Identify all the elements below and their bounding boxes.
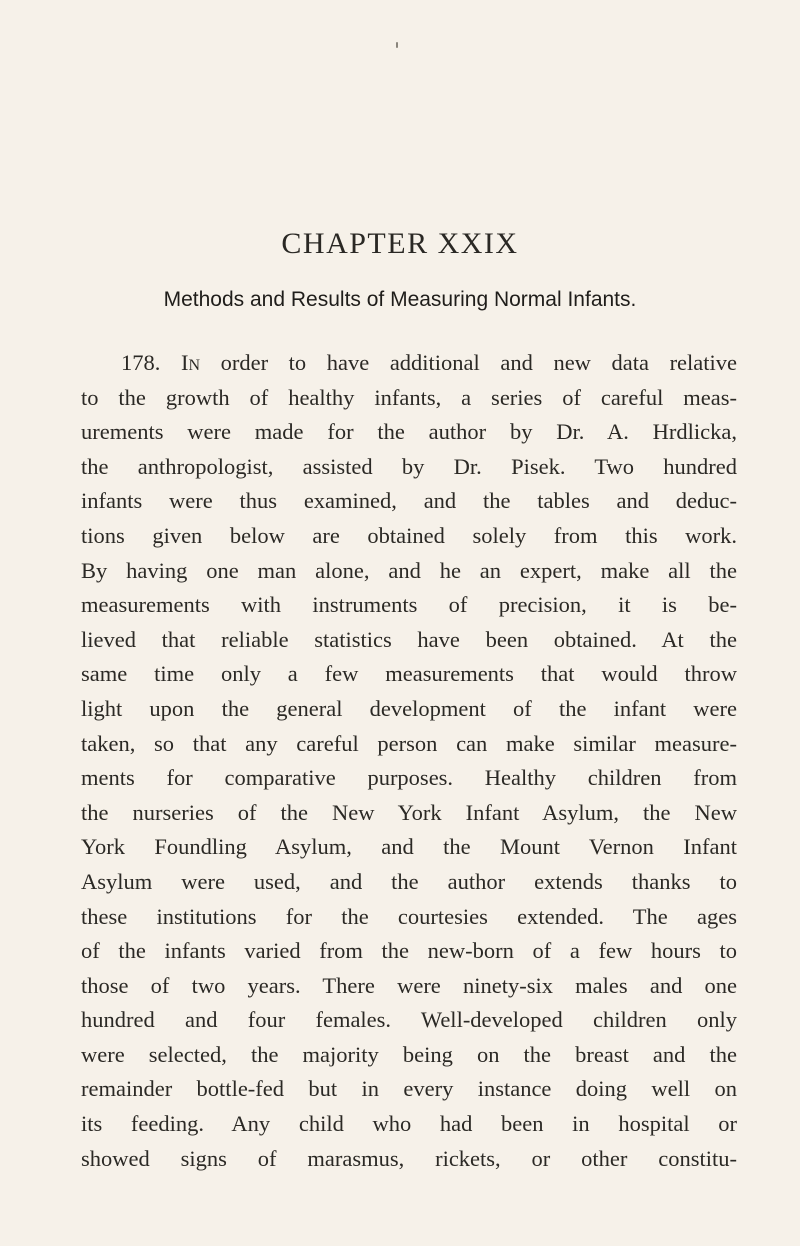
paragraph-line: showed signs of marasmus, rickets, or other constitu- xyxy=(81,1145,737,1171)
paragraph-line: light upon the general development of the infant were xyxy=(81,695,737,721)
paragraph-line: those of two years. There were ninety-six males and one xyxy=(81,972,737,998)
paragraph-line: the anthropologist, assisted by Dr. Pisek. Two hundred xyxy=(81,453,737,479)
paragraph-line: York Foundling Asylum, and the Mount Vernon Infant xyxy=(81,834,737,860)
paragraph-line: Asylum were used, and the author extends thanks to xyxy=(81,868,737,894)
paragraph-line: lieved that reliable statistics have been obtained. At the xyxy=(81,626,737,652)
paragraph-number: 178. xyxy=(121,350,161,375)
section-title: Methods and Results of Measuring Normal Infants. xyxy=(163,288,637,311)
chapter-title: CHAPTER XXIX xyxy=(281,227,519,260)
paragraph-line-text: order to have additional and new data relative xyxy=(220,350,738,375)
paragraph-line: these institutions for the courtesies extended. The ages xyxy=(81,903,737,929)
paragraph-line: infants were thus examined, and the tables and deduc- xyxy=(81,488,737,514)
paragraph-lead-word: In xyxy=(180,350,201,375)
body-paragraph xyxy=(81,346,737,1176)
paragraph-line: of the infants varied from the new-born of a few hours to xyxy=(81,938,737,964)
paragraph-line xyxy=(81,346,737,381)
paragraph-line: urements were made for the author by Dr. A. Hrdlicka, xyxy=(81,419,737,445)
paragraph-line: to the growth of healthy infants, a series of careful meas- xyxy=(81,384,737,410)
paragraph-line: ments for comparative purposes. Healthy children from xyxy=(81,765,737,791)
print-speck xyxy=(396,42,398,48)
paragraph-line: its feeding. Any child who had been in hospital or xyxy=(81,1111,737,1137)
paragraph-line: remainder bottle-fed but in every instance doing well on xyxy=(81,1076,737,1102)
paragraph-line: were selected, the majority being on the breast and the xyxy=(81,1041,737,1067)
paragraph-line: taken, so that any careful person can make similar measure- xyxy=(81,730,737,756)
paragraph-line: measurements with instruments of precision, it is be- xyxy=(81,592,737,618)
paragraph-line: By having one man alone, and he an expert, make all the xyxy=(81,557,737,583)
paragraph-line: same time only a few measurements that would throw xyxy=(81,661,737,687)
paragraph-line: the nurseries of the New York Infant Asylum, the New xyxy=(81,799,737,825)
paragraph-line: hundred and four females. Well-developed children only xyxy=(81,1007,737,1033)
paragraph-line: tions given below are obtained solely from this work. xyxy=(81,522,737,548)
